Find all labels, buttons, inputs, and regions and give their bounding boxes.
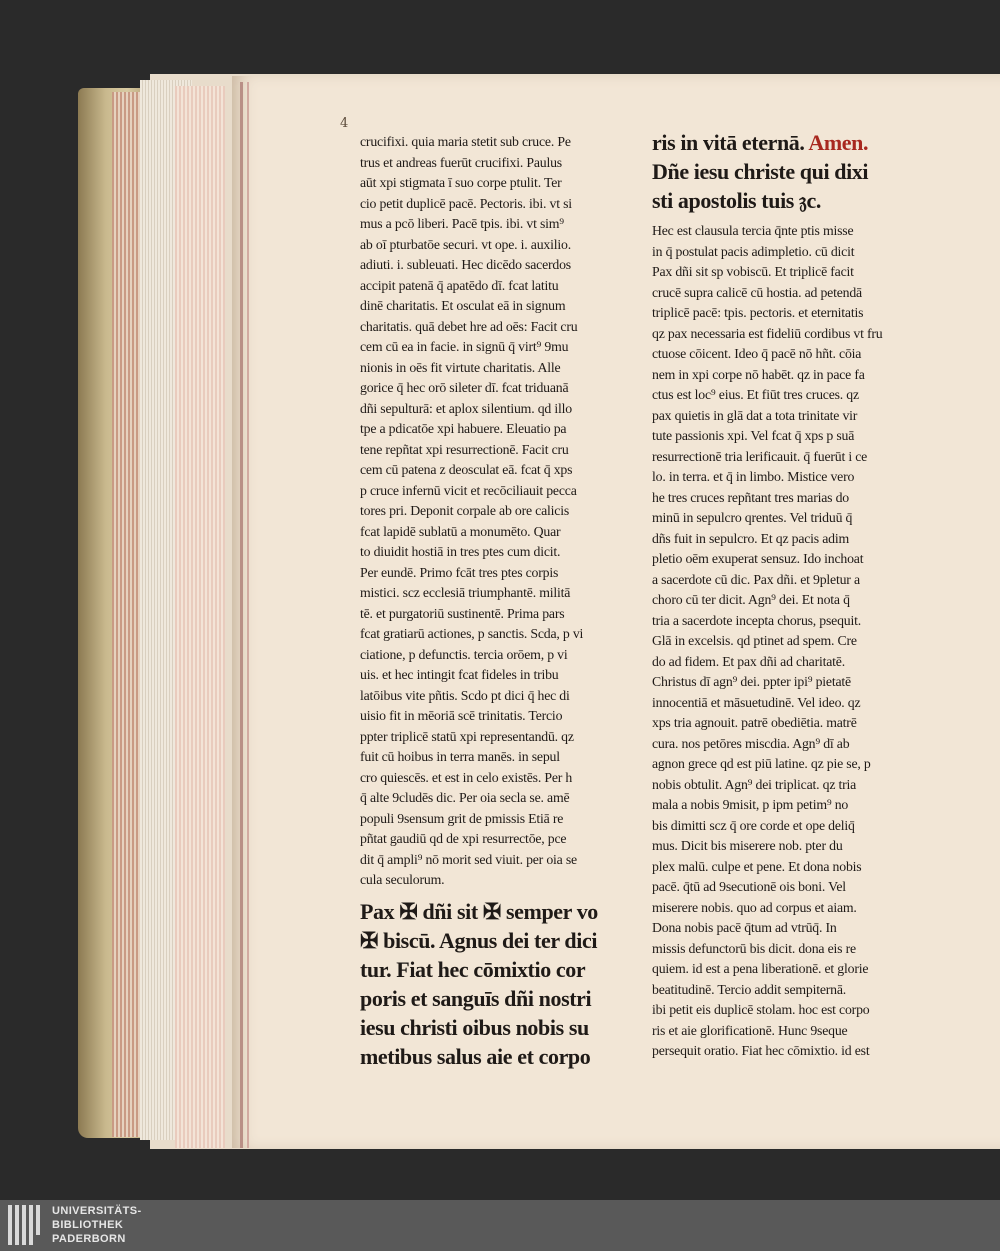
library-logo-icon: [8, 1205, 44, 1245]
text-line: cro quiescēs. et est in celo existēs. Per h: [360, 769, 573, 785]
logo-line-1: UNIVERSITÄTS-: [52, 1205, 142, 1217]
text-line: tpe a pdicatōe xpi habuere. Eleuatio pa: [360, 421, 567, 436]
heading-line: metibus salus aie et corpo: [360, 1043, 591, 1069]
left-column-heading-lines: [360, 897, 632, 1071]
heading-line: poris et sanguīs dñi nostri: [360, 985, 592, 1011]
text-line: pax quietis in glā dat a tota trinitate vir: [652, 407, 858, 423]
text-line: Glā in excelsis. qd ptinet ad spem. Cre: [652, 633, 857, 648]
text-line: qz pax necessaria est fideliū cordibus vt fru: [652, 325, 883, 341]
text-line: fcat lapidē sublatū a monumēto. Quar: [360, 523, 561, 539]
text-line: fuit cū hoibus in terra manēs. in sepul: [360, 749, 560, 764]
text-line: charitatis. quā debet hre ad oēs: Facit cru: [360, 318, 578, 334]
text-line: Pax dñi sit sp vobiscū. Et triplicē facit: [652, 264, 854, 279]
text-line: innocentiā et māsuetudinē. Vel ideo. qz: [652, 694, 861, 710]
library-footer-bar: [0, 1200, 1000, 1251]
left-column-lines: [360, 132, 632, 891]
text-line: nionis in oēs fit virtute charitatis. Alle: [360, 359, 561, 375]
text-line: in q̄ postulat pacis adimpletio. cū dicit: [652, 243, 855, 259]
text-line: do ad fidem. Et pax dñi ad charitatē.: [652, 653, 845, 669]
text-line: mus. Dicit bis miserere nob. pter du: [652, 838, 843, 853]
text-line: nobis obtulit. Agn⁹ dei triplicat. qz tria: [652, 776, 857, 792]
text-line: miserere nobis. quo ad corpus et aiam.: [652, 899, 857, 915]
text-line: mistici. scz ecclesiā triumphantē. militā: [360, 585, 571, 600]
text-line: cula seculorum.: [360, 872, 445, 887]
text-line: uisio fit in mēoriā scē trinitatis. Tercio: [360, 708, 563, 723]
text-line: persequit oratio. Fiat hec cōmixtio. id est: [652, 1043, 870, 1058]
text-line: cura. nos petōres miscdia. Agn⁹ dī ab: [652, 735, 850, 751]
right-column-heading-lines: [652, 128, 928, 215]
text-line: mala a nobis 9misit, p ipm petim⁹ no: [652, 797, 849, 812]
text-line: minū in sepulcro qrentes. Vel triduū q̄: [652, 510, 853, 525]
text-line: accipit patenā q̄ apatēdo dī. fcat latitu: [360, 277, 559, 293]
text-line: Christus dī agn⁹ dei. ppter ipi⁹ pietatē: [652, 674, 851, 689]
text-line: plex malū. culpe et pene. Et dona nobis: [652, 858, 862, 874]
heading-line: Dñe iesu christe qui dixi: [652, 159, 869, 184]
text-line: cio petit duplicē pacē. Pectoris. ibi. vt si: [360, 195, 572, 211]
text-line: p cruce infernū vicit et recōciliauit pecca: [360, 482, 577, 498]
heading-line: sti apostolis tuis 𝔷c.: [652, 188, 821, 213]
text-line: cem cū ea in facie. in signū q̄ virt⁹ 9mu: [360, 339, 569, 354]
heading-line: iesu christi oibus nobis su: [360, 1014, 589, 1040]
text-line: to diuidit hostiā in tres ptes cum dicit.: [360, 544, 561, 559]
text-line: mus a pcō liberi. Pacē tpis. ibi. vt sim⁹: [360, 216, 564, 231]
heading-line: tur. Fiat hec cōmixtio cor: [360, 956, 586, 982]
right-column-lines: [652, 221, 928, 1062]
heading-line: ✠ biscū. Agnus dei ter dici: [360, 927, 598, 953]
text-line: quiem. id est a pena liberationē. et glorie: [652, 961, 869, 976]
text-line: a sacerdote cū dic. Pax dñi. et 9pletur a: [652, 571, 860, 587]
text-line: pñtat gaudiū qd de xpi resurrectōe, pce: [360, 831, 567, 846]
text-line: q̄ alte 9cludēs dic. Per oia secla se. amē: [360, 790, 570, 805]
text-line: ab oī pturbatōe securi. vt ope. i. auxilio.: [360, 236, 571, 252]
rubric-amen: Amen.: [808, 130, 869, 155]
text-line: tē. et purgatoriū sustinentē. Prima pars: [360, 605, 565, 621]
logo-line-3: PADERBORN: [52, 1233, 126, 1245]
text-line: resurrectionē tria lerificauit. q̄ fuerūt i ce: [652, 448, 868, 464]
text-line: xps tria agnouit. patrē obediētia. matrē: [652, 715, 857, 730]
corner-mark: 4: [340, 116, 349, 131]
text-line: choro cū ter dicit. Agn⁹ dei. Et nota q̄: [652, 592, 850, 607]
margin-rule: [240, 82, 243, 1148]
text-line: ctus est loc⁹ eius. Et fiūt tres cruces. qz: [652, 387, 859, 402]
text-line: triplicē pacē: tpis. pectoris. et eternitatis: [652, 305, 864, 320]
text-line: tria a sacerdote incepta chorus, psequit.: [652, 612, 862, 628]
text-line: cem cū patena z deosculat eā. fcat q̄ xps: [360, 462, 573, 477]
text-line: ciatione, p defunctis. tercia orōem, p vi: [360, 646, 568, 662]
text-line: ris et aie glorificationē. Hunc 9seque: [652, 1022, 848, 1038]
margin-rule-inner: [247, 82, 249, 1148]
text-line: nem in xpi corpe nō habēt. qz in pace fa: [652, 366, 865, 382]
heading-line: ris in vitā eternā. Amen.: [652, 130, 869, 155]
text-line: crucifixi. quia maria stetit sub cruce. Pe: [360, 134, 571, 149]
text-line: uis. et hec intingit fcat fideles in tribu: [360, 667, 559, 682]
text-line: bis dimitti scz q̄ ore corde et ope deliq̄: [652, 817, 855, 833]
text-line: pacē. q̄tū ad 9secutionē ois boni. Vel: [652, 879, 846, 894]
text-line: populi 9sensum grit de pmissis Etiā re: [360, 810, 564, 826]
library-logo-text: [52, 1204, 142, 1246]
text-line: ibi petit eis duplicē stolam. hoc est corpo: [652, 1002, 870, 1017]
text-line: he tres cruces repñtant tres marias do: [652, 489, 849, 505]
text-line: agnon grece qd est piū latine. qz pie se, p: [652, 756, 871, 771]
text-line: tores pri. Deponit corpale ab ore calicis: [360, 503, 570, 518]
text-line: pletio oēm exuperat sensuz. Ido inchoat: [652, 551, 864, 566]
page-edges-pink: [175, 86, 225, 1148]
logo-line-2: BIBLIOTHEK: [52, 1219, 124, 1231]
heading-line: Pax ✠ dñi sit ✠ semper vo: [360, 898, 598, 924]
text-line: fcat gratiarū actiones, p sanctis. Scda, p vi: [360, 626, 584, 641]
text-line: trus et andreas fuerūt crucifixi. Paulus: [360, 154, 562, 170]
left-text-column: [360, 132, 632, 1071]
text-line: tene repñtat xpi resurrectionē. Facit cru: [360, 441, 569, 457]
text-line: tute passionis xpi. Vel fcat q̄ xps p suā: [652, 428, 855, 443]
text-line: missis defunctorū bis dicit. dona eis re: [652, 940, 856, 956]
text-line: latōibus vite pñtis. Scdo pt dici q̄ hec di: [360, 687, 570, 703]
text-line: dit q̄ ampli⁹ nō morit sed viuit. per oia se: [360, 851, 577, 867]
text-line: dinē charitatis. Et osculat eā in signum: [360, 298, 566, 313]
text-line: crucē supra calicē cū hostia. ad petendā: [652, 284, 862, 300]
text-line: aūt xpi stigmata ī suo corpe ptulit. Ter: [360, 175, 562, 190]
text-line: ppter triplicē statū xpi representandū. qz: [360, 728, 574, 744]
text-line: Hec est clausula tercia q̄nte ptis misse: [652, 223, 854, 238]
text-line: ctuose cōicent. Ideo q̄ pacē nō hñt. cōia: [652, 346, 862, 361]
text-line: adiuti. i. subleuati. Hec dicēdo sacerdos: [360, 257, 571, 272]
text-line: lo. in terra. et q̄ in limbo. Mistice vero: [652, 469, 855, 484]
text-line: gorice q̄ hec orō sileter dī. fcat triduanā: [360, 380, 569, 395]
text-line: dñs fuit in sepulcro. Et qz pacis adim: [652, 530, 850, 546]
right-text-column: [652, 128, 928, 1062]
text-line: Dona nobis pacē q̄tum ad vtrūq̄. In: [652, 920, 837, 935]
text-line: Per eundē. Primo fcāt tres ptes corpis: [360, 564, 559, 580]
text-line: beatitudinē. Tercio addit sempiternā.: [652, 981, 847, 997]
text-line: dñi sepulturā: et aplox silentium. qd illo: [360, 400, 572, 416]
